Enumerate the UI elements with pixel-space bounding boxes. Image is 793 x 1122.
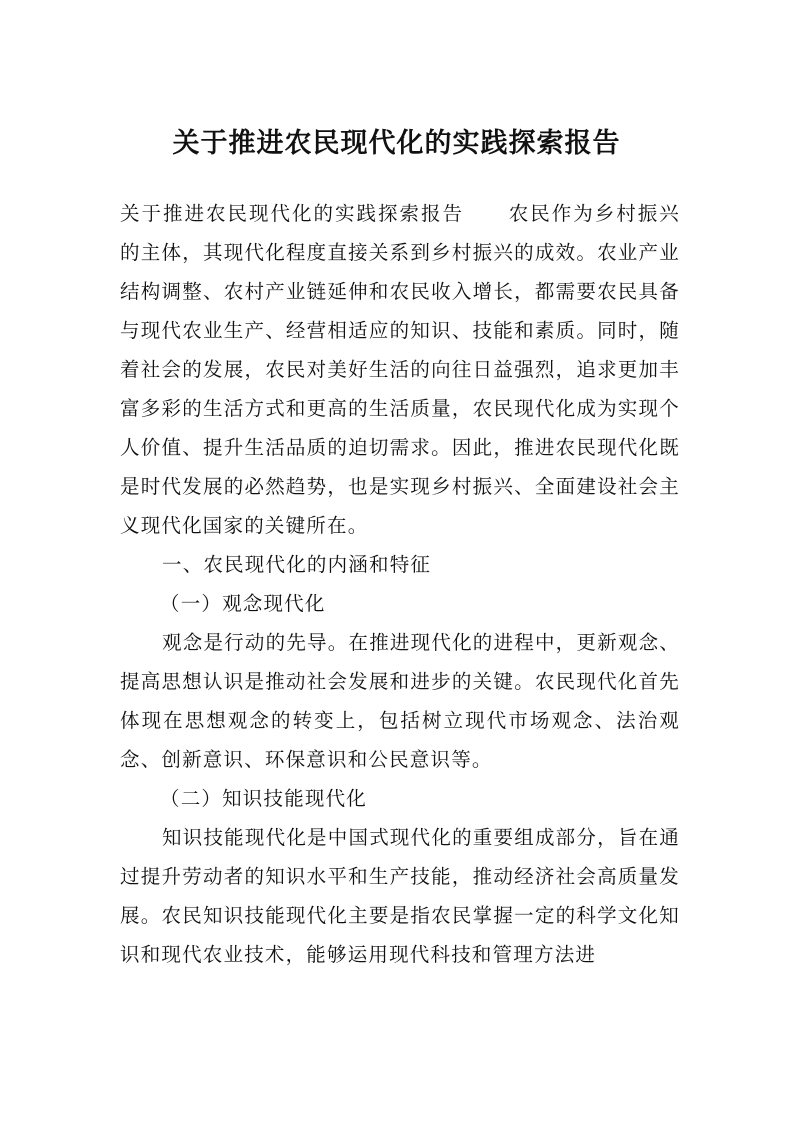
intro-paragraph bbox=[120, 194, 680, 545]
subsection-heading-1: （一）观念现代化 bbox=[160, 592, 326, 615]
document-title: 关于推进农民现代化的实践探索报告 bbox=[172, 128, 621, 159]
subsection-paragraph-1: 观念是行动的先导。在推进现代化的进程中，更新观念、提高思想认识是推动社会发展和进步的关键。农民现代化首先体现在思想观念的转变上，包括树立现代市场观念、法治观念、创新意识、环保意识和公民意识等。 bbox=[120, 631, 680, 771]
intro-body: 农民作为乡村振兴的主体，其现代化程度直接关系到乡村振兴的成效。农业产业结构调整、农村产业链延伸和农民收入增长，都需要农民具备与现代农业生产、经营相适应的知识、技能和素质。同时，随着社会的发展，农民对美好生活的向往日益强烈，追求更加丰富多彩的生活方式和更高的生活质量，农民现代化成为实现个人价值、提升生活品质的迫切需求。因此，推进农民现代化既是时代发展的必然趋势，也是实现乡村振兴、全面建设社会主义现代化国家的关键所在。 bbox=[120, 202, 680, 537]
document-body bbox=[120, 194, 680, 974]
subsection-paragraph-2: 知识技能现代化是中国式现代化的重要组成部分，旨在通过提升劳动者的知识水平和生产技能，推动经济社会高质量发展。农民知识技能现代化主要是指农民掌握一定的科学文化知识和现代农业技术，能够运用现代科技和管理方法进 bbox=[120, 826, 680, 966]
intro-lead: 关于推进农民现代化的实践探索报告 bbox=[120, 202, 464, 225]
subsection-heading-2: （二）知识技能现代化 bbox=[160, 787, 368, 810]
section-heading-1: 一、农民现代化的内涵和特征 bbox=[162, 553, 432, 576]
